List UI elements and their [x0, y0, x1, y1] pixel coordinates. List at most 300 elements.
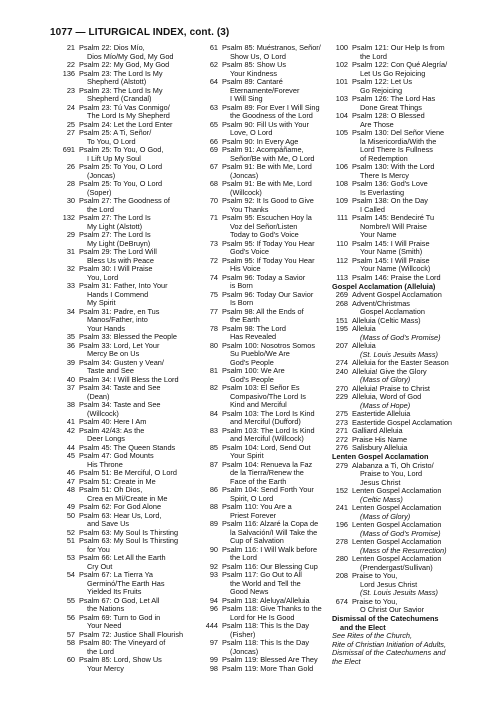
dismissal-note-line: the Elect	[332, 656, 361, 666]
entry-title-line: Psalm 118: Aleluya/Alleluia	[222, 595, 310, 605]
entry-subtitle-line: (St. Louis Jesuits Mass)	[360, 588, 438, 597]
entry-number: 47	[66, 476, 75, 486]
index-entry	[59, 359, 199, 376]
entry-number: 98	[209, 663, 218, 673]
entry-title-line: Mercy Be on Us	[87, 349, 140, 358]
entry-title-line: Psalm 145: I Will Praise	[352, 238, 430, 248]
index-entry	[202, 61, 332, 78]
entry-title-line: Show Us, O Lord	[230, 51, 286, 61]
index-entry	[59, 452, 199, 469]
entry-title-line: the Lord	[360, 51, 387, 61]
entry-title-line: Psalm 62: For God Alone	[79, 502, 162, 511]
entry-title-line: Your Need	[87, 621, 122, 630]
entry-title-line: Today to God's Voice	[230, 230, 299, 239]
entry-title-line: Psalm 47: God Mounts	[79, 451, 154, 460]
entry-title-line: Kind and Merciful	[230, 400, 287, 409]
entry-title-line: Psalm 72: Justice Shall Flourish	[79, 629, 184, 639]
entry-number: 31	[66, 247, 75, 256]
entry-number: 46	[66, 468, 75, 477]
entry-title-line: Psalm 122: Let Us	[352, 77, 413, 86]
entry-number: 691	[62, 145, 75, 154]
entry-title-line: (Soper)	[87, 187, 112, 197]
entry-title-line: Are Those	[360, 119, 394, 129]
entry-number: 37	[66, 383, 75, 392]
entry-title-line: the Lord	[87, 646, 114, 656]
index-entry	[202, 605, 332, 622]
entry-title-line: Taste and See	[87, 366, 134, 375]
index-column-3	[332, 44, 472, 666]
entry-title-line: Lord There Is Fullness	[360, 145, 433, 154]
index-entry	[332, 240, 472, 257]
index-entry	[332, 112, 472, 129]
entry-title-line: Salisbury Alleluia	[352, 443, 408, 452]
entry-title-line: Psalm 34: Taste and See	[79, 383, 161, 392]
entry-title-line: Psalm 89: Cantaré	[222, 77, 283, 86]
entry-title-line: Nombre/I Will Praise	[360, 221, 427, 231]
entry-number: 72	[209, 255, 218, 265]
entry-title-line: Psalm 126: The Lord Has	[352, 94, 436, 103]
entry-title-line: Psalm 104: Send Forth Your	[222, 485, 314, 494]
entry-title-line: Eastertide Alleluia	[352, 409, 411, 418]
entry-title-line: Alabanza a Ti, Oh Cristo/	[352, 460, 434, 470]
index-entry	[59, 163, 199, 180]
index-entry	[202, 163, 332, 180]
entry-number: 273	[335, 417, 348, 427]
index-entry	[202, 274, 332, 291]
entry-number: 94	[209, 595, 218, 605]
entry-title-line: Psalm 128: O Blessed	[352, 111, 425, 120]
entry-title-line: Psalm 24: Let the Lord Enter	[79, 119, 173, 129]
lenten-acclamation-list	[332, 462, 472, 615]
index-entry	[332, 487, 472, 504]
index-entry	[202, 197, 332, 214]
entry-title-line: Psalm 95: If Today You Hear	[222, 255, 315, 265]
entry-title-line: Psalm 104: Lord, Send Out	[222, 442, 311, 452]
entry-number: 71	[209, 213, 218, 222]
entry-title-line: Psalm 69: Turn to God in	[79, 612, 161, 622]
entry-title-line: for You	[87, 544, 110, 554]
entry-title-line: Psalm 25: To You, O Lord	[79, 179, 163, 188]
entry-number: 81	[209, 366, 218, 375]
index-entry	[59, 87, 199, 104]
entry-number: 60	[66, 655, 75, 664]
entry-number: 64	[209, 77, 218, 86]
entry-title-line: Cup of Salvation	[230, 536, 284, 545]
entry-title-line: Alleluia for the Easter Season	[352, 358, 449, 367]
entry-title-line: Psalm 96: Today Our Savior	[222, 289, 314, 299]
entry-title-line: His Voice	[230, 264, 261, 273]
entry-title-line: Your Name (Smith)	[360, 247, 423, 256]
entry-title-line: Psalm 22: Dios Mío,	[79, 43, 145, 52]
entry-number: 102	[335, 60, 348, 69]
entry-title-line: Psalm 130: With the Lord	[352, 162, 435, 171]
entry-title-line: (Fisher)	[230, 629, 256, 639]
index-entry	[332, 129, 472, 163]
entry-number: 39	[66, 357, 75, 367]
entry-title-line: the World and Tell the	[230, 578, 301, 588]
entry-title-line: Your Name	[360, 230, 397, 239]
dismissal-note-line: See Rites of the Church,	[332, 631, 413, 640]
entry-number: 67	[209, 162, 218, 171]
entry-title-line: Señor/Be with Me, O Lord	[230, 153, 315, 163]
entry-title-line: Deer Longs	[87, 434, 125, 443]
gospel-acclamation-list	[332, 291, 472, 453]
entry-number: 196	[335, 520, 348, 529]
entry-title-line: Is Everlasting	[360, 187, 405, 197]
entry-title-line: (Joncas)	[230, 646, 259, 656]
index-entry	[202, 427, 332, 444]
entry-title-line: Lenten Gospel Acclamation	[352, 520, 442, 529]
entry-number: 275	[335, 409, 348, 418]
index-column-2	[202, 44, 332, 673]
entry-number: 195	[335, 324, 348, 333]
index-entry	[332, 180, 472, 197]
index-entry	[202, 44, 332, 61]
entry-title-line: Gospel Acclamation	[360, 307, 425, 316]
entry-title-line: Su Pueblo/We Are	[230, 349, 290, 358]
entry-number: 44	[66, 442, 75, 452]
entry-number: 270	[335, 383, 348, 393]
entry-subtitle-line: (Mass of Hope)	[360, 400, 411, 410]
entry-number: 85	[209, 442, 218, 452]
entry-title-line: Psalm 25: To You, O God,	[79, 145, 164, 154]
entry-number: 136	[62, 68, 75, 78]
index-entry	[202, 410, 332, 427]
entry-number: 51	[66, 536, 75, 545]
entry-number: 269	[335, 290, 348, 299]
entry-title-line: Psalm 116: Our Blessing Cup	[222, 561, 318, 571]
entry-title-line: (Joncas)	[87, 170, 116, 180]
entry-number: 113	[336, 272, 348, 282]
entry-number: 208	[335, 571, 348, 580]
index-entry	[202, 146, 332, 163]
entry-number: 207	[335, 341, 348, 350]
index-entry	[202, 622, 332, 639]
entry-number: 104	[335, 111, 348, 120]
index-entry	[59, 512, 199, 529]
entry-number: 84	[209, 408, 218, 418]
index-entry	[332, 504, 472, 521]
index-entry	[59, 537, 199, 554]
entry-number: 276	[335, 443, 348, 452]
entry-title-line: Psalm 27: The Goodness of	[79, 196, 170, 205]
index-entry	[332, 393, 472, 410]
entry-number: 77	[209, 306, 218, 316]
index-entry	[59, 486, 199, 503]
index-entry	[332, 521, 472, 538]
entry-title-line: Shepherd (Alstott)	[87, 77, 147, 86]
entry-title-line: Psalm 118: This Is the Day	[222, 638, 310, 647]
entry-number: 74	[209, 272, 218, 282]
index-entry	[332, 214, 472, 240]
index-entry	[202, 461, 332, 487]
entry-title-line: (Joncas)	[230, 170, 259, 180]
entry-number: 444	[205, 621, 218, 630]
entry-title-line: Praise to You,	[352, 596, 398, 606]
entry-title-line: Psalm 30: I Will Praise	[79, 264, 153, 273]
entry-title-line: O Christ Our Savior	[360, 605, 425, 614]
entry-number: 75	[209, 289, 218, 299]
entry-number: 34	[66, 306, 75, 316]
entry-title-line: Psalm 25: A Ti, Señor/	[79, 128, 152, 137]
index-entry	[59, 231, 199, 248]
entry-title-line: Psalm 90: In Every Age	[222, 136, 299, 146]
entry-title-line: Psalm 85: Muéstranos, Señor/	[222, 43, 321, 52]
entry-title-line: Psalm 95: Escuchen Hoy la	[222, 213, 312, 222]
entry-title-line: Love, O Lord	[230, 128, 273, 137]
section-heading-lenten-acclamation: Lenten Gospel Acclamation	[332, 452, 429, 461]
index-entry	[202, 546, 332, 563]
entry-title-line: Hands I Commend	[87, 289, 149, 299]
entry-title-line: Psalm 31: Padre, en Tus	[79, 306, 160, 316]
entry-title-line: Your Spirit	[230, 451, 264, 460]
entry-title-line: Psalm 98: All the Ends of	[222, 306, 304, 316]
entry-number: 49	[66, 502, 75, 511]
entry-number: 28	[66, 179, 75, 188]
index-entry	[202, 240, 332, 257]
entry-number: 68	[209, 179, 218, 188]
entry-title-line: Psalm 80: The Vineyard of	[79, 638, 166, 647]
entry-title-line: Psalm 130: Del Señor Viene	[352, 128, 445, 137]
entry-title-line: Lord Jesus Christ	[360, 579, 418, 589]
entry-title-line: Psalm 103: The Lord Is Kind	[222, 425, 315, 435]
index-entry	[59, 197, 199, 214]
entry-title-line: Psalm 63: My Soul Is Thirsting	[79, 536, 179, 545]
entry-title-line: Voz del Señor/Listen	[230, 221, 298, 231]
entry-title-line: of Redemption	[360, 153, 408, 163]
entry-number: 23	[66, 85, 75, 95]
entry-subtitle-line: (Mass of the Resurrection)	[360, 545, 447, 555]
index-entry	[332, 95, 472, 112]
entry-title-line: Psalm 85: Lord, Show Us	[79, 655, 162, 664]
entry-number: 151	[335, 315, 348, 325]
entry-number: 272	[335, 434, 348, 444]
entry-title-line: My Light (Alstott)	[87, 221, 143, 231]
entry-number: 50	[66, 510, 75, 520]
entry-number: 26	[66, 162, 75, 171]
entry-title-line: (Dean)	[87, 391, 110, 401]
index-entry	[332, 462, 472, 488]
entry-number: 83	[209, 425, 218, 435]
index-entry	[332, 163, 472, 180]
entry-title-line: Psalm 91: Acompáñame,	[222, 145, 304, 154]
entry-title-line: There Is Mercy	[360, 170, 409, 180]
entry-title-line: Praise to You,	[352, 571, 398, 580]
index-entry	[332, 555, 472, 572]
entry-number: 100	[335, 43, 348, 52]
entry-title-line: Psalm 51: Be Merciful, O Lord	[79, 468, 177, 477]
index-entry	[59, 308, 199, 334]
entry-title-line: Yielded Its Fruits	[87, 587, 142, 596]
entry-number: 22	[66, 60, 75, 69]
entry-title-line: Psalm 118: Give Thanks to the	[222, 604, 322, 613]
entry-number: 90	[209, 544, 218, 554]
entry-title-line: Psalm 63: My Soul Is Thirsting	[79, 527, 179, 537]
entry-number: 21	[66, 43, 75, 52]
entry-number: 111	[336, 213, 348, 222]
entry-title-line: and Merciful (Willcock)	[230, 434, 304, 443]
entry-title-line: Psalm 119: More Than Gold	[222, 663, 314, 673]
entry-title-line: Psalm 136: God's Love	[352, 179, 428, 188]
entry-title-line: Psalm 103: The Lord Is Kind	[222, 408, 315, 418]
entry-title-line: Your Name (Willcock)	[360, 264, 431, 273]
entry-title-line: and Save Us	[87, 519, 130, 528]
entry-number: 240	[335, 366, 348, 376]
entry-number: 57	[66, 629, 75, 639]
index-entry	[202, 520, 332, 546]
entry-title-line: Praise His Name	[352, 434, 408, 444]
entry-number: 73	[209, 238, 218, 248]
entry-title-line: Spirit, O Lord	[230, 493, 274, 503]
entry-number: 280	[335, 554, 348, 563]
entry-number: 48	[66, 485, 75, 494]
entry-title-line: Go Rejoicing	[360, 85, 403, 95]
index-entry	[202, 444, 332, 461]
entry-number: 36	[66, 340, 75, 350]
entry-title-line: Jesus Christ	[360, 477, 401, 487]
entry-number: 80	[209, 340, 218, 350]
index-entry	[332, 572, 472, 598]
index-entry	[59, 180, 199, 197]
entry-title-line: You, Lord	[87, 272, 119, 282]
entry-title-line: Psalm 91: Be with Me, Lord	[222, 162, 312, 171]
entry-title-line: Eternamente/Forever	[230, 85, 300, 95]
section-heading-dismissal	[332, 615, 472, 632]
entry-title-line: is Born	[230, 281, 253, 290]
entry-title-line: Psalm 138: On the Day	[352, 196, 428, 205]
entry-title-line: Psalm 122: Con Qué Alegría/	[352, 60, 448, 69]
psalm-list-continued	[332, 44, 472, 282]
entry-number: 35	[66, 332, 75, 341]
entry-title-line: Psalm 34: Gusten y Vean/	[79, 357, 164, 367]
entry-title-line: Priest Forever	[230, 510, 277, 520]
entry-title-line: Lord for He Is Good	[230, 612, 295, 622]
entry-number: 89	[209, 519, 218, 528]
entry-title-line: (Prendergast/Sullivan)	[360, 562, 433, 572]
index-entry	[202, 214, 332, 240]
entry-number: 66	[209, 136, 218, 146]
entry-title-line: The Lord Is My Shepherd	[87, 111, 170, 120]
index-entry	[202, 503, 332, 520]
entry-subtitle-line: (Mass of God's Promise)	[360, 332, 441, 342]
entry-title-line: Compasivo/The Lord Is	[230, 391, 306, 401]
entry-title-line: Psalm 23: Tú Vas Conmigo/	[79, 102, 170, 112]
index-entry	[332, 61, 472, 78]
entry-title-line: I Will Sing	[230, 94, 263, 103]
entry-title-line: Galliard Alleluia	[352, 426, 403, 435]
entry-title-line: Crea en Mí/Create in Me	[87, 493, 168, 503]
entry-title-line: Psalm 98: The Lord	[222, 323, 286, 333]
index-entry	[59, 656, 199, 673]
entry-title-line: la Salvación/I Will Take the	[230, 527, 318, 537]
entry-title-line: Psalm 90: Fill Us with Your	[222, 119, 309, 129]
entry-title-line: Psalm 22: My God, My God	[79, 60, 170, 69]
entry-title-line: Good News	[230, 587, 269, 596]
entry-title-line: Psalm 100: Nosotros Somos	[222, 340, 316, 350]
entry-title-line: Psalm 23: The Lord Is My	[79, 68, 163, 78]
index-entry	[59, 597, 199, 614]
entry-number: 274	[335, 358, 348, 367]
entry-title-line: Advent/Christmas	[352, 298, 410, 308]
entry-title-line: Psalm 34: I Will Bless the Lord	[79, 374, 179, 384]
index-entry	[332, 257, 472, 274]
entry-title-line: Alleluia	[352, 324, 376, 333]
entry-number: 87	[209, 459, 218, 469]
entry-number: 25	[66, 119, 75, 129]
index-entry	[59, 146, 199, 163]
entry-title-line: Psalm 45: The Queen Stands	[79, 442, 176, 452]
entry-title-line: Lenten Gospel Acclamation	[352, 503, 442, 512]
index-entry	[202, 325, 332, 342]
entry-title-line: Psalm 67: La Tierra Ya	[79, 570, 154, 579]
entry-title-line: Psalm 40: Here I Am	[79, 417, 147, 426]
index-entry	[202, 384, 332, 410]
index-entry	[59, 639, 199, 656]
entry-title-line: Eastertide Gospel Acclamation	[352, 417, 453, 427]
entry-number: 674	[335, 596, 348, 606]
index-entry	[332, 274, 472, 283]
entry-number: 279	[335, 460, 348, 470]
index-entry	[59, 44, 199, 61]
entry-title-line: I Lift Up My Soul	[87, 153, 141, 163]
entry-number: 33	[66, 281, 75, 290]
entry-title-line: Lenten Gospel Acclamation	[352, 486, 442, 495]
index-entry	[202, 78, 332, 104]
entry-title-line: Psalm 27: The Lord Is	[79, 230, 151, 239]
entry-number: 58	[66, 638, 75, 647]
entry-number: 86	[209, 485, 218, 494]
entry-number: 40	[66, 374, 75, 384]
entry-number: 112	[336, 255, 348, 265]
index-entry	[59, 282, 199, 308]
entry-number: 78	[209, 323, 218, 333]
entry-title-line: (Willcock)	[230, 187, 262, 197]
index-entry	[202, 639, 332, 656]
index-entry	[332, 325, 472, 342]
entry-title-line: To You, O Lord	[87, 136, 136, 146]
entry-number: 92	[209, 561, 218, 571]
entry-subtitle-line: (Mass of Glory)	[360, 511, 411, 521]
index-entry	[59, 384, 199, 401]
entry-title-line: My Spirit	[87, 298, 116, 307]
section-heading-gospel-acclamation: Gospel Acclamation (Alleluia)	[332, 281, 436, 291]
entry-number: 52	[66, 527, 75, 537]
entry-number: 42	[66, 425, 75, 435]
index-entry	[59, 104, 199, 121]
entry-number: 41	[66, 417, 75, 426]
entry-number: 241	[335, 503, 348, 512]
entry-title-line: Manos/Father, into	[87, 315, 148, 324]
entry-title-line: Psalm 92: It Is Good to Give	[222, 196, 314, 205]
entry-number: 93	[209, 570, 218, 579]
index-entry	[59, 571, 199, 597]
dismissal-note-line: Dismissal of the Catechumens and	[332, 648, 446, 657]
entry-title-line: Is Born	[230, 298, 254, 307]
entry-title-line: Advent Gospel Acclamation	[352, 290, 442, 299]
entry-number: 30	[66, 196, 75, 205]
entry-title-line: Praise to You, Lord	[360, 469, 423, 478]
entry-number: 27	[66, 128, 75, 137]
dismissal-heading-line: and the Elect	[340, 622, 386, 632]
index-entry	[202, 367, 332, 384]
entry-title-line: Psalm 145: I Will Praise	[352, 255, 430, 265]
entry-title-line: Psalm 63: Hear Us, Lord,	[79, 510, 162, 520]
entry-title-line: Psalm 96: Today a Savior	[222, 272, 306, 282]
entry-title-line: Psalm 42/43: As the	[79, 425, 145, 435]
entry-number: 62	[209, 60, 218, 69]
entry-number: 110	[336, 238, 348, 248]
entry-title-line: My Light (DeBruyn)	[87, 238, 151, 248]
